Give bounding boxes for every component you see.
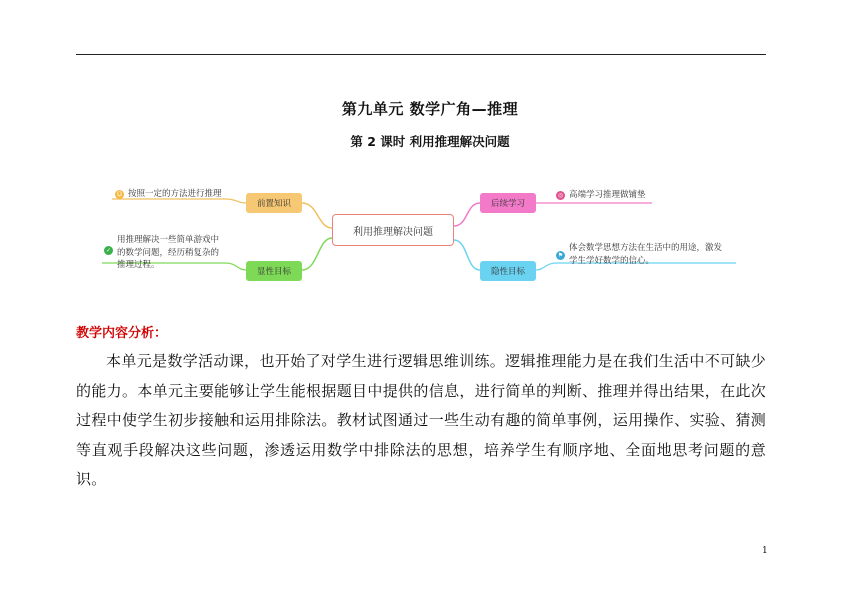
mindmap-center-node [332,214,454,246]
mindmap-leaf-implicit-line: 体会数学思想方法在生活中的用途，激发 [569,243,723,253]
lesson-subtitle: 第 2 课时 利用推理解决问题 [350,134,510,149]
mindmap-node-explicit-label: 显性目标 [256,267,291,277]
check-icon: ✓ [105,247,112,254]
mindmap-leaf-explicit-line: 用推理解决一些简单游戏中 [117,235,220,245]
mindmap-node-implicit [480,261,536,281]
analysis-paragraph: 本单元是数学活动课，也开始了对学生进行逻辑思维训练。逻辑推理能力是在我们生活中不可缺少的能力。本单元主要能够让学生能根据题目中提供的信息，进行简单的判断、推理并得出结果，在此次过程中使学生初步接触和运用排除法。教材试图通过一些生动有趣的简单事例，运用操作、实验、猜测等直观手段解决这些问题，渗透运用数学中排除法的思想，培养学生有顺序地、全面地思考问题的意识。 [76,352,766,488]
mindmap-node-prior [246,193,302,213]
mindmap-leaf-implicit [569,242,722,267]
target-icon: ◎ [557,192,564,199]
mindmap-center-label: 利用推理解决问题 [353,226,433,238]
flag-icon: ⚑ [557,252,564,259]
mindmap-node-prior-label: 前置知识 [256,199,291,209]
mindmap-leaf-explicit-line: 推理过程。 [117,260,160,270]
mindmap-leaf-prior: 按照一定的方法进行推理 [128,189,222,199]
mindmap-node-follow [480,193,536,213]
mindmap-node-implicit-label: 隐性目标 [490,267,525,277]
mindmap-leaf-explicit [117,234,219,272]
mindmap-node-explicit [246,261,302,281]
mindmap-node-follow-label: 后续学习 [490,199,525,209]
smiley-icon: ☺ [116,191,123,198]
section-heading: 教学内容分析： [76,326,168,341]
page-number: 1 [762,546,768,556]
page-title: 第九单元 数学广角—推理 [341,100,519,118]
mindmap-leaf-follow: 高端学习推理做铺垫 [569,190,646,200]
mindmap-leaf-explicit-line: 的数学问题，经历稍复杂的 [117,247,220,258]
mindmap-leaf-implicit-line: 学生学好数学的信心。 [569,255,655,266]
